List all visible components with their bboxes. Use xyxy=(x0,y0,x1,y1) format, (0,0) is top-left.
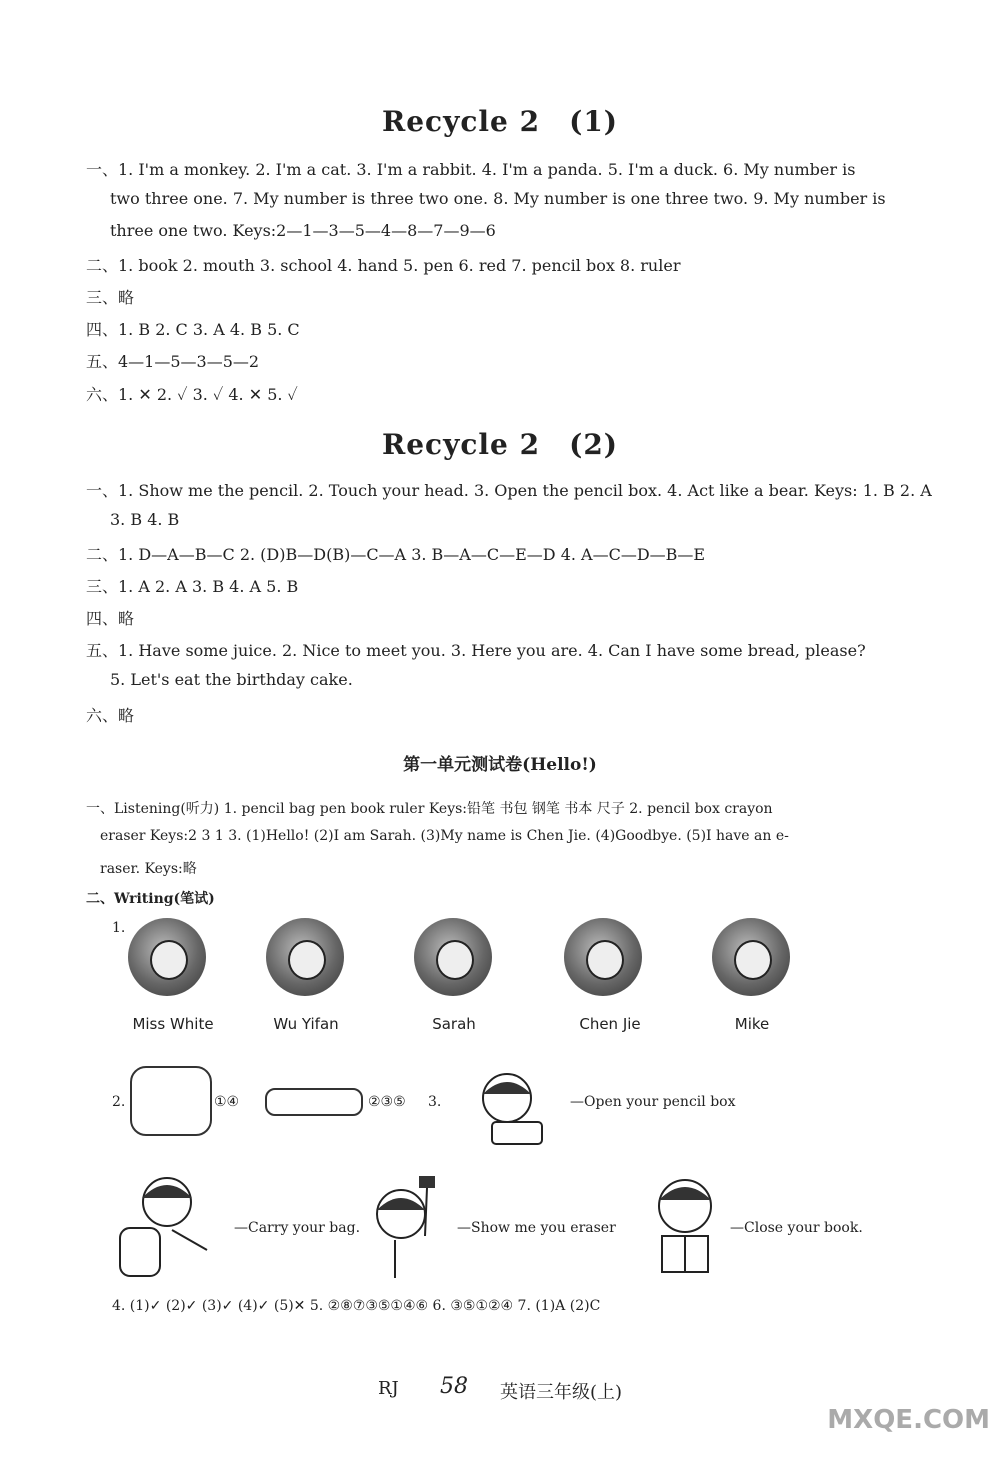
r2-line4: 三、1. A 2. A 3. B 4. A 5. B xyxy=(86,577,299,596)
r2-line1: 一、1. Show me the pencil. 2. Touch your head. 3. Open the pencil box. 4. Act like a bear. Keys: 1. B 2. A xyxy=(86,481,932,500)
u1-line3: raser. Keys:略 xyxy=(100,861,197,877)
caption-carry-bag: —Carry your bag. xyxy=(234,1220,361,1236)
item3-label: 3. xyxy=(428,1094,442,1110)
footer-edition: RJ xyxy=(378,1378,399,1399)
r1-line5: 三、略 xyxy=(86,288,135,307)
child-closing-book-illustration xyxy=(640,1170,730,1282)
item2-label: 2. xyxy=(112,1094,126,1110)
u1-line2: eraser Keys:2 3 1 3. (1)Hello! (2)I am Sarah. (3)My name is Chen Jie. (4)Goodbye. (5)I have an e- xyxy=(100,828,789,844)
portrait-miss-white xyxy=(128,918,206,996)
r2-line8: 六、略 xyxy=(86,706,135,725)
footer-book-title: 英语三年级(上) xyxy=(500,1382,623,1403)
portrait-chen-jie xyxy=(564,918,642,996)
r1-line8: 六、1. ✕ 2. ✓ 3. ✓ 4. ✕ 5. ✓ xyxy=(86,385,298,404)
caption-close-book: —Close your book. xyxy=(730,1220,863,1236)
recycle2-part1-title: Recycle 2 (1) xyxy=(381,105,619,138)
r1-line7: 五、4—1—5—3—5—2 xyxy=(86,352,260,371)
item1-label: 1. xyxy=(112,920,126,936)
page-number: 58 xyxy=(440,1374,468,1399)
r2-line5: 四、略 xyxy=(86,609,135,628)
caption-show-eraser: —Show me you eraser xyxy=(457,1220,616,1236)
u1-writing-heading: 二、Writing(笔试) xyxy=(86,891,215,907)
name-sarah: Sarah xyxy=(432,1015,476,1033)
r2-line6: 五、1. Have some juice. 2. Nice to meet you. 3. Here you are. 4. Can I have some bread, please? xyxy=(86,641,866,660)
r1-line4: 二、1. book 2. mouth 3. school 4. hand 5. pen 6. red 7. pencil box 8. ruler xyxy=(86,256,681,275)
child-showing-eraser-illustration xyxy=(365,1170,455,1282)
u1-line1: 一、Listening(听力) 1. pencil bag pen book ruler Keys:铅笔 书包 钢笔 书本 尺子 2. pencil box crayon xyxy=(86,801,773,817)
caption-open-pencil-box: —Open your pencil box xyxy=(570,1094,736,1110)
child-carrying-bag-illustration xyxy=(112,1170,222,1282)
r1-line2: two three one. 7. My number is three two one. 8. My number is one three two. 9. My number is xyxy=(110,189,886,208)
r2-line7: 5. Let's eat the birthday cake. xyxy=(110,670,353,689)
name-mike: Mike xyxy=(734,1015,770,1033)
r1-line6: 四、1. B 2. C 3. A 4. B 5. C xyxy=(86,320,300,339)
r1-line3: three one two. Keys:2—1—3—5—4—8—7—9—6 xyxy=(110,221,496,240)
bag-answer: ①④ xyxy=(214,1094,240,1110)
r2-line3: 二、1. D—A—B—C 2. (D)B—D(B)—C—A 3. B—A—C—E—D 4. A—C—D—B—E xyxy=(86,545,706,564)
schoolbag-illustration xyxy=(130,1066,212,1136)
portrait-sarah xyxy=(414,918,492,996)
r1-line1: 一、1. I'm a monkey. 2. I'm a cat. 3. I'm a rabbit. 4. I'm a panda. 5. I'm a duck. 6. My number is xyxy=(86,160,856,179)
name-miss-white: Miss White xyxy=(132,1015,214,1033)
child-opening-pencil-box-illustration xyxy=(452,1068,562,1156)
portrait-wu-yifan xyxy=(266,918,344,996)
portrait-mike xyxy=(712,918,790,996)
r2-line2: 3. B 4. B xyxy=(110,510,180,529)
recycle2-part2-title: Recycle 2 (2) xyxy=(381,428,619,461)
unit1-title: 第一单元测试卷(Hello!) xyxy=(403,755,597,775)
site-watermark: MXQE.COM xyxy=(827,1405,990,1435)
u1-last-line: 4. (1)✓ (2)✓ (3)✓ (4)✓ (5)✕ 5. ②⑧⑦③⑤①④⑥ 6. ③⑤①②④ 7. (1)A (2)C xyxy=(112,1298,601,1314)
box-answer: ②③⑤ xyxy=(368,1094,406,1110)
name-chen-jie: Chen Jie xyxy=(579,1015,641,1033)
pencil-box-illustration xyxy=(265,1088,363,1116)
name-wu-yifan: Wu Yifan xyxy=(273,1015,339,1033)
